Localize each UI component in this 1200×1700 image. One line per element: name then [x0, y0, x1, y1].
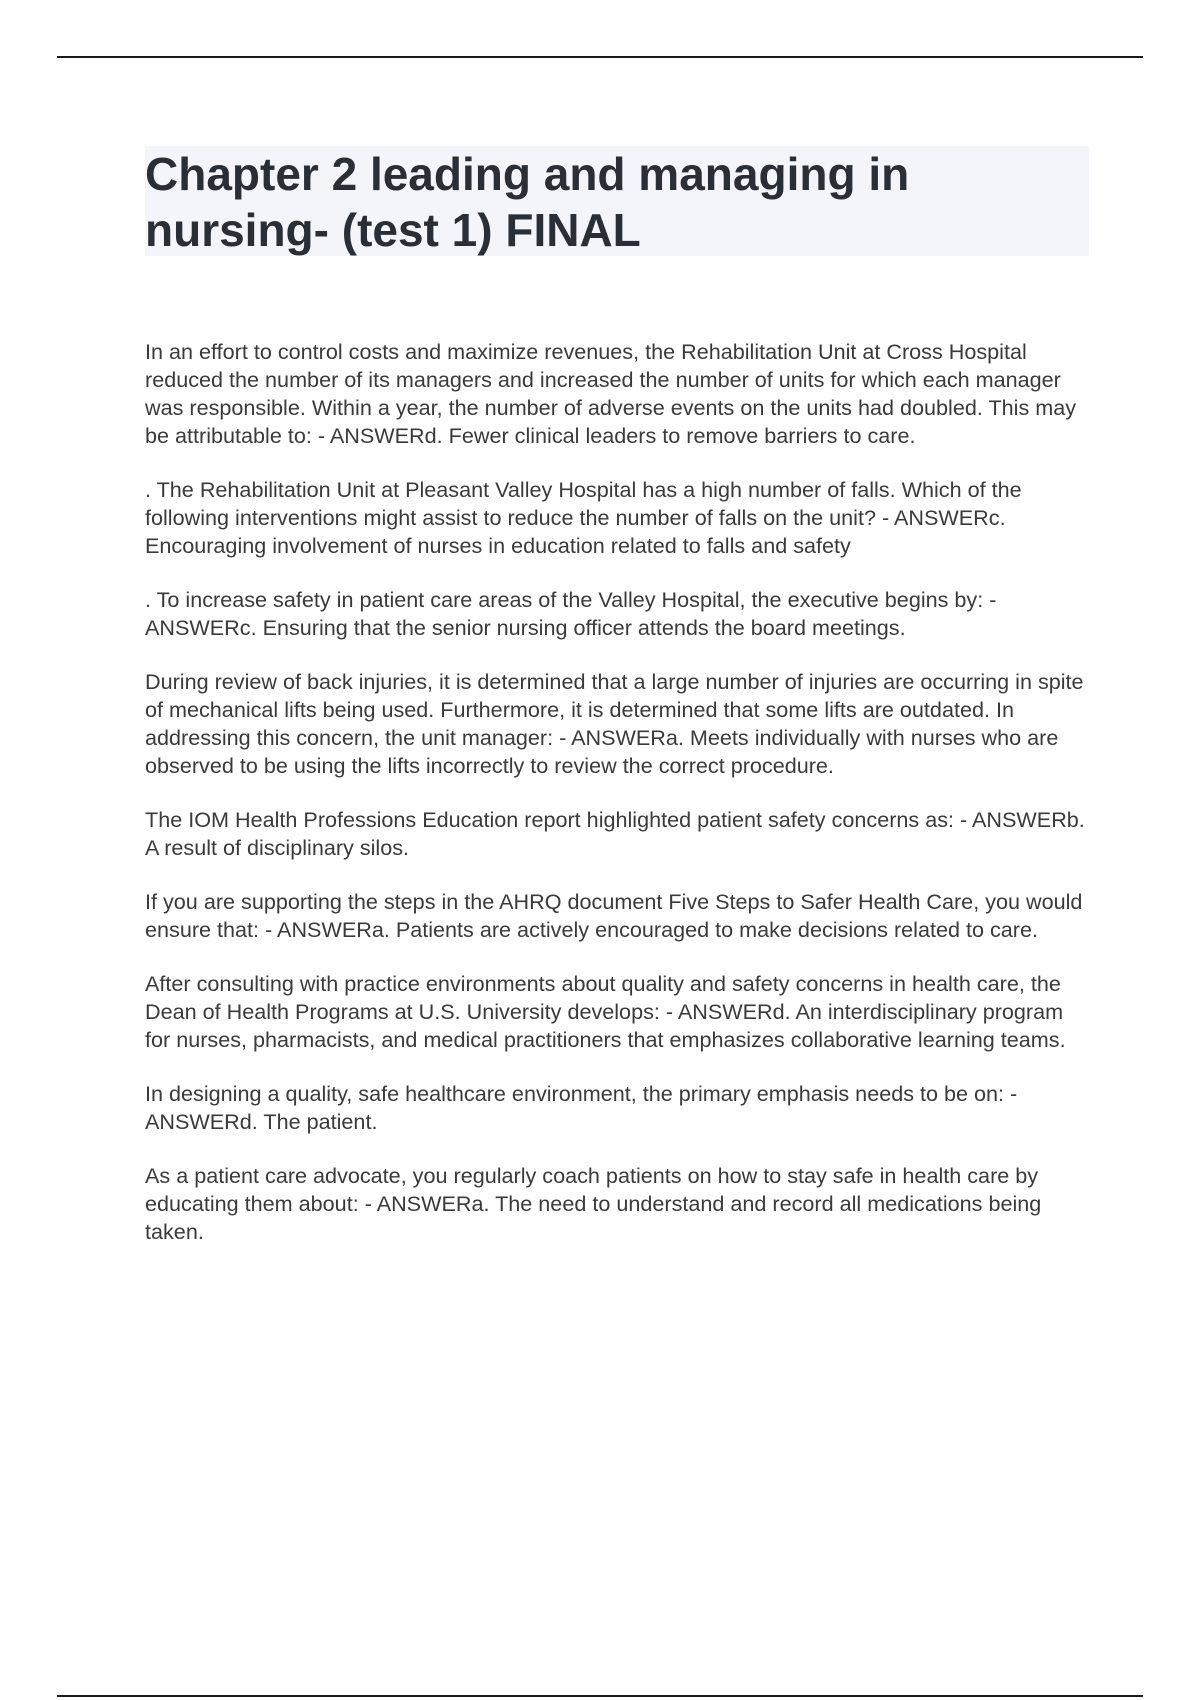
qa-list: [145, 338, 1085, 1272]
top-rule: [57, 56, 1143, 58]
qa-entry-9: As a patient care advocate, you regularly coach patients on how to stay safe in health care by educating them about: - ANSWERa. The need to understand and record all medications being taken.: [145, 1163, 1042, 1244]
qa-entry-5: The IOM Health Professions Education report highlighted patient safety concerns as: - ANSWERb. A result of disciplinary silos.: [145, 807, 1085, 860]
qa-entry-3: . To increase safety in patient care areas of the Valley Hospital, the executive begins by: - ANSWERc. Ensuring that the senior nursing officer attends the board meetings.: [145, 587, 997, 640]
qa-entry-4: During review of back injuries, it is determined that a large number of injuries are occurring in spite of mechanical lifts being used. Furthermore, it is determined that some lifts are outdated. In addressing this concern, the unit manager: - ANSWERa. Meets individually with nurses who are observed to be using the lifts incorrectly to review the correct procedure.: [145, 669, 1084, 778]
bottom-rule: [57, 1695, 1143, 1697]
qa-entry-2: . The Rehabilitation Unit at Pleasant Valley Hospital has a high number of falls. Which of the following interventions might assist to reduce the number of falls on the unit? - ANSWERc. Encouraging involvement of nurses in education related to falls and safety: [145, 477, 1022, 558]
qa-entry-7: After consulting with practice environments about quality and safety concerns in health care, the Dean of Health Programs at U.S. University develops: - ANSWERd. An interdisciplinary program for nurses, pharmacists, and medical practitioners that emphasizes collaborative learning teams.: [145, 971, 1066, 1052]
qa-entry-8: In designing a quality, safe healthcare environment, the primary emphasis needs to be on: - ANSWERd. The patient.: [145, 1081, 1018, 1134]
qa-entry-1: In an effort to control costs and maximize revenues, the Rehabilitation Unit at Cross Hospital reduced the number of its managers and increased the number of units for which each manager was responsible. Within a year, the number of adverse events on the units had doubled. This may be attributable to: - ANSWERd. Fewer clinical leaders to remove barriers to care.: [145, 339, 1077, 448]
page-title: Chapter 2 leading and managing in nursing- (test 1) FINAL: [145, 148, 910, 256]
qa-entry-6: If you are supporting the steps in the AHRQ document Five Steps to Safer Health Care, you would ensure that: - ANSWERa. Patients are actively encouraged to make decisions related to care.: [145, 889, 1083, 942]
title-block: [145, 146, 1089, 256]
